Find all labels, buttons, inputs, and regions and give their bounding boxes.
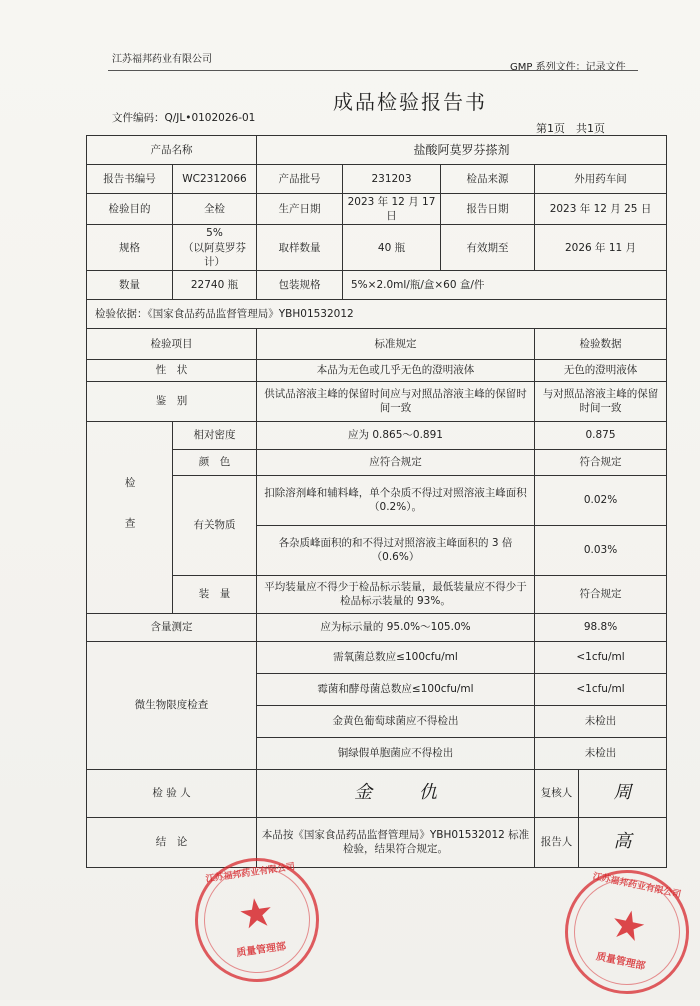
row-color <box>87 449 667 475</box>
pack: 5%×2.0ml/瓶/盒×60 盒/件 <box>343 270 667 299</box>
col-std: 标准规定 <box>257 328 535 359</box>
appearance-std: 本品为无色或几乎无色的澄明液体 <box>257 359 535 381</box>
reviewer-signature: 周 <box>613 782 632 804</box>
seal-rim-text: 江苏福邦药业有限公司 <box>205 862 296 885</box>
ident-label: 鉴 别 <box>87 381 257 421</box>
conclusion-label: 结 论 <box>87 817 257 867</box>
company-seal-left <box>187 850 327 990</box>
gmp-doc-type: GMP 系列文件：记录文件 <box>510 62 626 73</box>
star-icon: ★ <box>605 899 651 953</box>
header-rule <box>108 70 638 71</box>
reporter-signature: 高 <box>613 831 632 853</box>
report-table <box>86 135 667 868</box>
report-date-label: 报告日期 <box>441 194 535 225</box>
purpose: 全检 <box>173 194 257 225</box>
row-density <box>87 421 667 449</box>
row-fill <box>87 575 667 613</box>
assay-std: 应为标示量的 95.0%～105.0% <box>257 613 535 641</box>
inspector-signature-1: 金 <box>354 782 373 804</box>
seal-dept-text: 质量管理部 <box>595 951 647 973</box>
row-appearance <box>87 359 667 381</box>
row-assay <box>87 613 667 641</box>
micro3-res: 未检出 <box>535 705 667 737</box>
qty: 22740 瓶 <box>173 270 257 299</box>
ident-res: 与对照品溶液主峰的保留时间一致 <box>535 381 667 421</box>
row-test-header <box>87 328 667 359</box>
company-seal-right <box>553 858 700 1005</box>
row-product <box>87 136 667 165</box>
report-date: 2023 年 12 月 25 日 <box>535 194 667 225</box>
inspector-label: 检 验 人 <box>87 769 257 817</box>
conclusion: 本品按《国家食品药品监督管理局》YBH01532012 标准检验，结果符合规定。 <box>257 817 535 867</box>
row-purpose <box>87 194 667 225</box>
related-std1: 扣除溶剂峰和辅料峰，单个杂质不得过对照溶液主峰面积（0.2%）。 <box>257 475 535 525</box>
micro4-std: 铜绿假单胞菌应不得检出 <box>257 737 535 769</box>
inspector-signature-2: 仇 <box>418 782 437 804</box>
row-micro-1 <box>87 641 667 673</box>
report-title <box>0 86 700 115</box>
report-no: WC2312066 <box>173 165 257 194</box>
spec-line1: 5% <box>206 227 223 240</box>
fill-label: 装 量 <box>173 575 257 613</box>
related-res2: 0.03% <box>535 525 667 575</box>
company-name: 江苏福邦药业有限公司 <box>112 54 212 65</box>
report-title-text: 成品检验报告书 <box>333 90 487 114</box>
report-no-label: 报告书编号 <box>87 165 173 194</box>
row-related-1 <box>87 475 667 525</box>
fill-res: 符合规定 <box>535 575 667 613</box>
col-result: 检验数据 <box>535 328 667 359</box>
spec-line2: （以阿莫罗芬计） <box>183 241 246 268</box>
row-qty <box>87 270 667 299</box>
pack-label: 包装规格 <box>257 270 343 299</box>
source: 外用药车间 <box>535 165 667 194</box>
basis: 检验依据：《国家食品药品监督管理局》YBH01532012 <box>87 299 667 328</box>
fill-std: 平均装量应不得少于检品标示装量，最低装量应不得少于检品标示装量的 93%。 <box>257 575 535 613</box>
appearance-label: 性 状 <box>87 359 257 381</box>
micro4-res: 未检出 <box>535 737 667 769</box>
col-item: 检验项目 <box>87 328 257 359</box>
color-std: 应符合规定 <box>257 449 535 475</box>
product-name: 盐酸阿莫罗芬搽剂 <box>257 136 667 165</box>
check-label: 检查 <box>87 421 173 613</box>
row-ident <box>87 381 667 421</box>
related-std2: 各杂质峰面积的和不得过对照溶液主峰面积的 3 倍（0.6%） <box>257 525 535 575</box>
micro3-std: 金黄色葡萄球菌应不得检出 <box>257 705 535 737</box>
related-label: 有关物质 <box>173 475 257 575</box>
assay-res: 98.8% <box>535 613 667 641</box>
seal-rim-text: 江苏福邦药业有限公司 <box>591 871 682 901</box>
assay-label: 含量测定 <box>87 613 257 641</box>
batch: 231203 <box>343 165 441 194</box>
qty-label: 数量 <box>87 270 173 299</box>
micro1-res: <1cfu/ml <box>535 641 667 673</box>
sample: 40 瓶 <box>343 225 441 271</box>
seal-dept-text: 质量管理部 <box>235 941 287 960</box>
prod-date: 2023 年 12 月 17 日 <box>343 194 441 225</box>
product-name-label: 产品名称 <box>87 136 257 165</box>
reporter-signature-cell <box>579 817 667 867</box>
related-res1: 0.02% <box>535 475 667 525</box>
spec-label: 规格 <box>87 225 173 271</box>
row-report-no <box>87 165 667 194</box>
prod-date-label: 生产日期 <box>257 194 343 225</box>
page-info: 第1页 共1页 <box>536 122 605 135</box>
density-res: 0.875 <box>535 421 667 449</box>
expiry: 2026 年 11 月 <box>535 225 667 271</box>
expiry-label: 有效期至 <box>441 225 535 271</box>
source-label: 检品来源 <box>441 165 535 194</box>
density-label: 相对密度 <box>173 421 257 449</box>
row-inspector <box>87 769 667 817</box>
purpose-label: 检验目的 <box>87 194 173 225</box>
batch-label: 产品批号 <box>257 165 343 194</box>
color-label: 颜 色 <box>173 449 257 475</box>
micro2-res: <1cfu/ml <box>535 673 667 705</box>
micro2-std: 霉菌和酵母菌总数应≤100cfu/ml <box>257 673 535 705</box>
density-std: 应为 0.865～0.891 <box>257 421 535 449</box>
sample-label: 取样数量 <box>257 225 343 271</box>
star-icon: ★ <box>235 888 278 940</box>
ident-std: 供试品溶液主峰的保留时间应与对照品溶液主峰的保留时间一致 <box>257 381 535 421</box>
appearance-res: 无色的澄明液体 <box>535 359 667 381</box>
reviewer-signature-cell <box>579 769 667 817</box>
reviewer-label: 复核人 <box>535 769 579 817</box>
micro-label: 微生物限度检查 <box>87 641 257 769</box>
color-res: 符合规定 <box>535 449 667 475</box>
row-spec <box>87 225 667 271</box>
inspector-signatures <box>257 769 535 817</box>
micro1-std: 需氧菌总数应≤100cfu/ml <box>257 641 535 673</box>
file-number: 文件编码：Q/JL•0102026-01 <box>112 112 256 124</box>
row-basis <box>87 299 667 328</box>
row-conclusion <box>87 817 667 867</box>
spec-cell <box>173 225 257 271</box>
reporter-label: 报告人 <box>535 817 579 867</box>
